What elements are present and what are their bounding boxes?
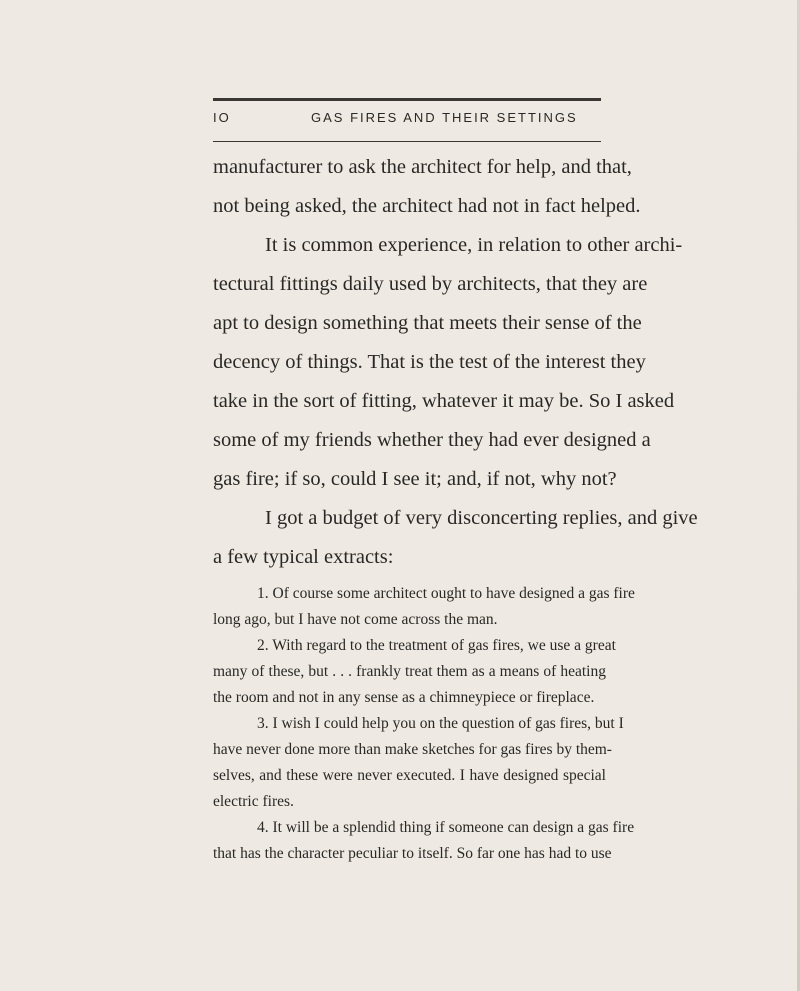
extract-item-4 xyxy=(213,815,635,867)
text-line: It is common experience, in relation to other archi- xyxy=(265,234,683,256)
text-line: a few typical extracts: xyxy=(213,546,394,568)
running-title: GAS FIRES AND THEIR SETTINGS xyxy=(311,110,578,125)
text-line: not being asked, the architect had not in fact helped. xyxy=(213,195,641,217)
text-line: gas fire; if so, could I see it; and, if not, why not? xyxy=(213,468,617,490)
extract-item-2 xyxy=(213,633,616,711)
text-line: long ago, but I have not come across the man. xyxy=(213,611,498,628)
text-line: manufacturer to ask the architect for help, and that, xyxy=(213,156,632,178)
text-line: 3. I wish I could help you on the question of gas fires, but I xyxy=(257,715,624,732)
header-rule-top xyxy=(213,98,601,101)
text-line: selves, and these were never executed. I have designed special xyxy=(213,767,606,784)
text-line: electric fires. xyxy=(213,793,294,810)
paragraph-3 xyxy=(213,499,698,577)
text-line: 2. With regard to the treatment of gas fires, we use a great xyxy=(257,637,616,654)
text-line: tectural fittings daily used by architects, that they are xyxy=(213,273,648,295)
text-line: take in the sort of fitting, whatever it may be. So I asked xyxy=(213,390,675,412)
body-text xyxy=(213,148,698,867)
extract-item-3 xyxy=(213,711,624,815)
text-line: some of my friends whether they had ever designed a xyxy=(213,429,651,451)
text-line: 1. Of course some architect ought to have designed a gas fire xyxy=(257,585,635,602)
paragraph-2 xyxy=(213,226,683,499)
text-line: decency of things. That is the test of the interest they xyxy=(213,351,646,373)
text-line: that has the character peculiar to itself. So far one has had to use xyxy=(213,845,612,862)
text-line: apt to design something that meets their sense of the xyxy=(213,312,642,334)
page-number: IO xyxy=(213,110,231,125)
text-line: many of these, but . . . frankly treat them as a means of heating xyxy=(213,663,606,680)
text-line: I got a budget of very disconcerting replies, and give xyxy=(265,507,698,529)
running-head xyxy=(213,110,601,134)
text-line: have never done more than make sketches for gas fires by them- xyxy=(213,741,612,758)
header-rule-bottom xyxy=(213,141,601,142)
text-line: 4. It will be a splendid thing if someone can design a gas fire xyxy=(257,819,635,836)
extract-list xyxy=(213,581,635,867)
extract-item-1 xyxy=(213,581,635,633)
text-line: the room and not in any sense as a chimneypiece or fireplace. xyxy=(213,689,595,706)
paragraph-1 xyxy=(213,148,641,226)
